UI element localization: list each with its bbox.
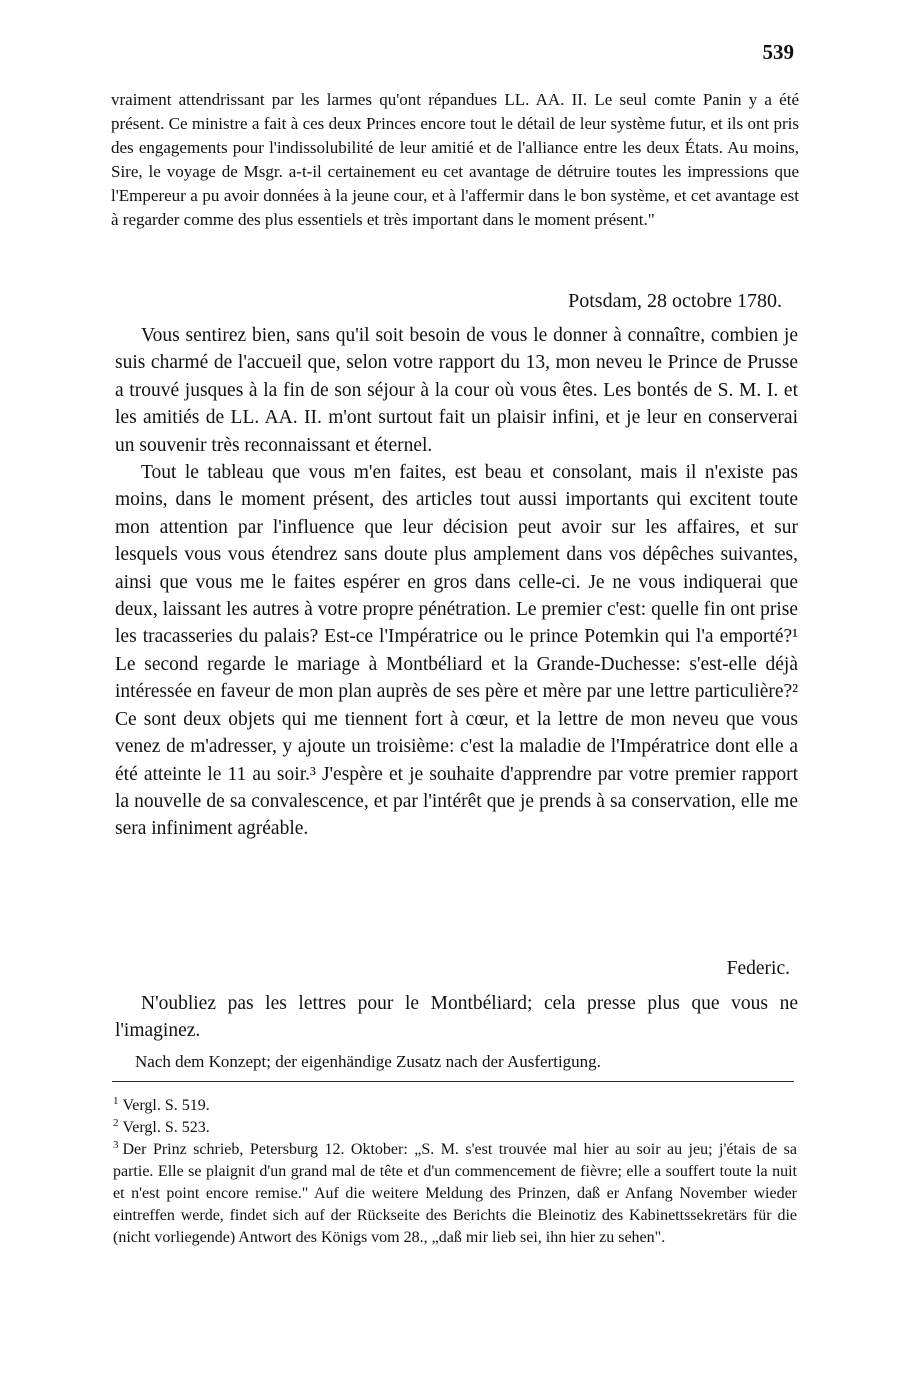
page-number: 539 — [762, 40, 794, 64]
footnote-text: Vergl. S. 523. — [122, 1119, 210, 1136]
footnote-text: Der Prinz schrieb, Petersburg 12. Oktober: „S. M. s'est trouvée mal hier au soir au jeu; j'étais de sa partie. Elle se plaignit d'un grand mal de tête et d'un commencement de fièvre; elle a souffert toute la nuit et n'est point encore remise." Auf die weitere Meldung des Prinzen, daß er Anfang November wieder eintreffen werde, findet sich auf der Rückseite des Berichts die Bleinotiz des Kabinettssekretärs für die (nicht vorliegende) Antwort des Königs vom 28., „daß mir lieb sei, ihn hier zu sehen". — [113, 1141, 797, 1246]
letter-body — [115, 322, 798, 843]
footnote-text: Vergl. S. 519. — [122, 1097, 210, 1114]
letter-dateline: Potsdam, 28 octobre 1780. — [568, 290, 782, 312]
footnote-marker: 3 — [113, 1138, 119, 1151]
footnote-3 — [113, 1139, 797, 1249]
quote-paragraph: vraiment attendrissant par les larmes qu'ont répandues LL. AA. II. Le seul comte Panin y a été présent. Ce ministre a fait à ces deux Princes encore tout le détail de leur système futur, et ils ont pris des engagements pour l'indissolubilité de leur amitié et de l'alliance entre les deux États. Au moins, Sire, le voyage de Msgr. a-t-il certainement eu cet avantage de détruire toutes les impressions que l'Empereur a pu avoir données à la jeune cour, et à l'affermir dans le bon système, et cet avantage est à regarder comme des plus essentiels et très important dans le moment présent." — [111, 90, 799, 229]
footnote-2 — [113, 1117, 797, 1139]
postscript-paragraph: N'oubliez pas les lettres pour le Montbéliard; cela presse plus que vous ne l'imaginez. — [115, 993, 798, 1042]
signature: Federic. — [726, 958, 790, 979]
letter-paragraph-2: Tout le tableau que vous m'en faites, est beau et consolant, mais il n'existe pas moins, dans le moment présent, des articles tout aussi importants qui excitent toute mon attention par l'influence que leur décision peut avoir sur les affaires, et sur lesquels vous vous étendrez sans doute plus amplement dans vos dépêches suivantes, ainsi que vous me le faites espérer en gros dans celle-ci. Je ne vous indiquerai que deux, laissant les autres à votre propre pénétration. Le premier c'est: quelle fin ont prise les tracasseries du palais? Est-ce l'Impératrice ou le prince Potemkin qui l'a emporté?¹ Le second regarde le mariage à Montbéliard et la Grande-Duchesse: s'est-elle déjà intéressée en faveur de mon plan auprès de ses père et mère par une lettre particulière?² Ce sont deux objets qui me tiennent fort à cœur, et la lettre de mon neveu que vous venez de m'adresser, y ajoute un troisième: c'est la maladie de l'Impératrice dont elle a été atteinte le 11 au soir.³ J'espère et je souhaite d'apprendre par votre premier rapport la nouvelle de sa convalescence, et par l'intérêt que je prends à sa conservation, elle me sera infiniment agréable. — [115, 462, 798, 840]
footnote-1 — [113, 1095, 797, 1117]
quoted-report-text — [111, 88, 799, 232]
footnotes — [113, 1095, 797, 1249]
footnote-marker: 1 — [113, 1094, 119, 1107]
source-note: Nach dem Konzept; der eigenhändige Zusatz nach der Ausfertigung. — [135, 1052, 601, 1071]
footnote-marker: 2 — [113, 1116, 119, 1129]
letter-paragraph-1: Vous sentirez bien, sans qu'il soit besoin de vous le donner à connaître, combien je suis charmé de l'accueil que, selon votre rapport du 13, mon neveu le Prince de Prusse a trouvé jusques à la fin de son séjour à la cour où vous êtes. Les bontés de S. M. I. et les amitiés de LL. AA. II. m'ont surtout fait un plaisir infini, et je leur en conserverai un souvenir très reconnaissant et éternel. — [115, 325, 798, 456]
footnote-divider — [112, 1081, 794, 1082]
postscript — [115, 990, 798, 1045]
